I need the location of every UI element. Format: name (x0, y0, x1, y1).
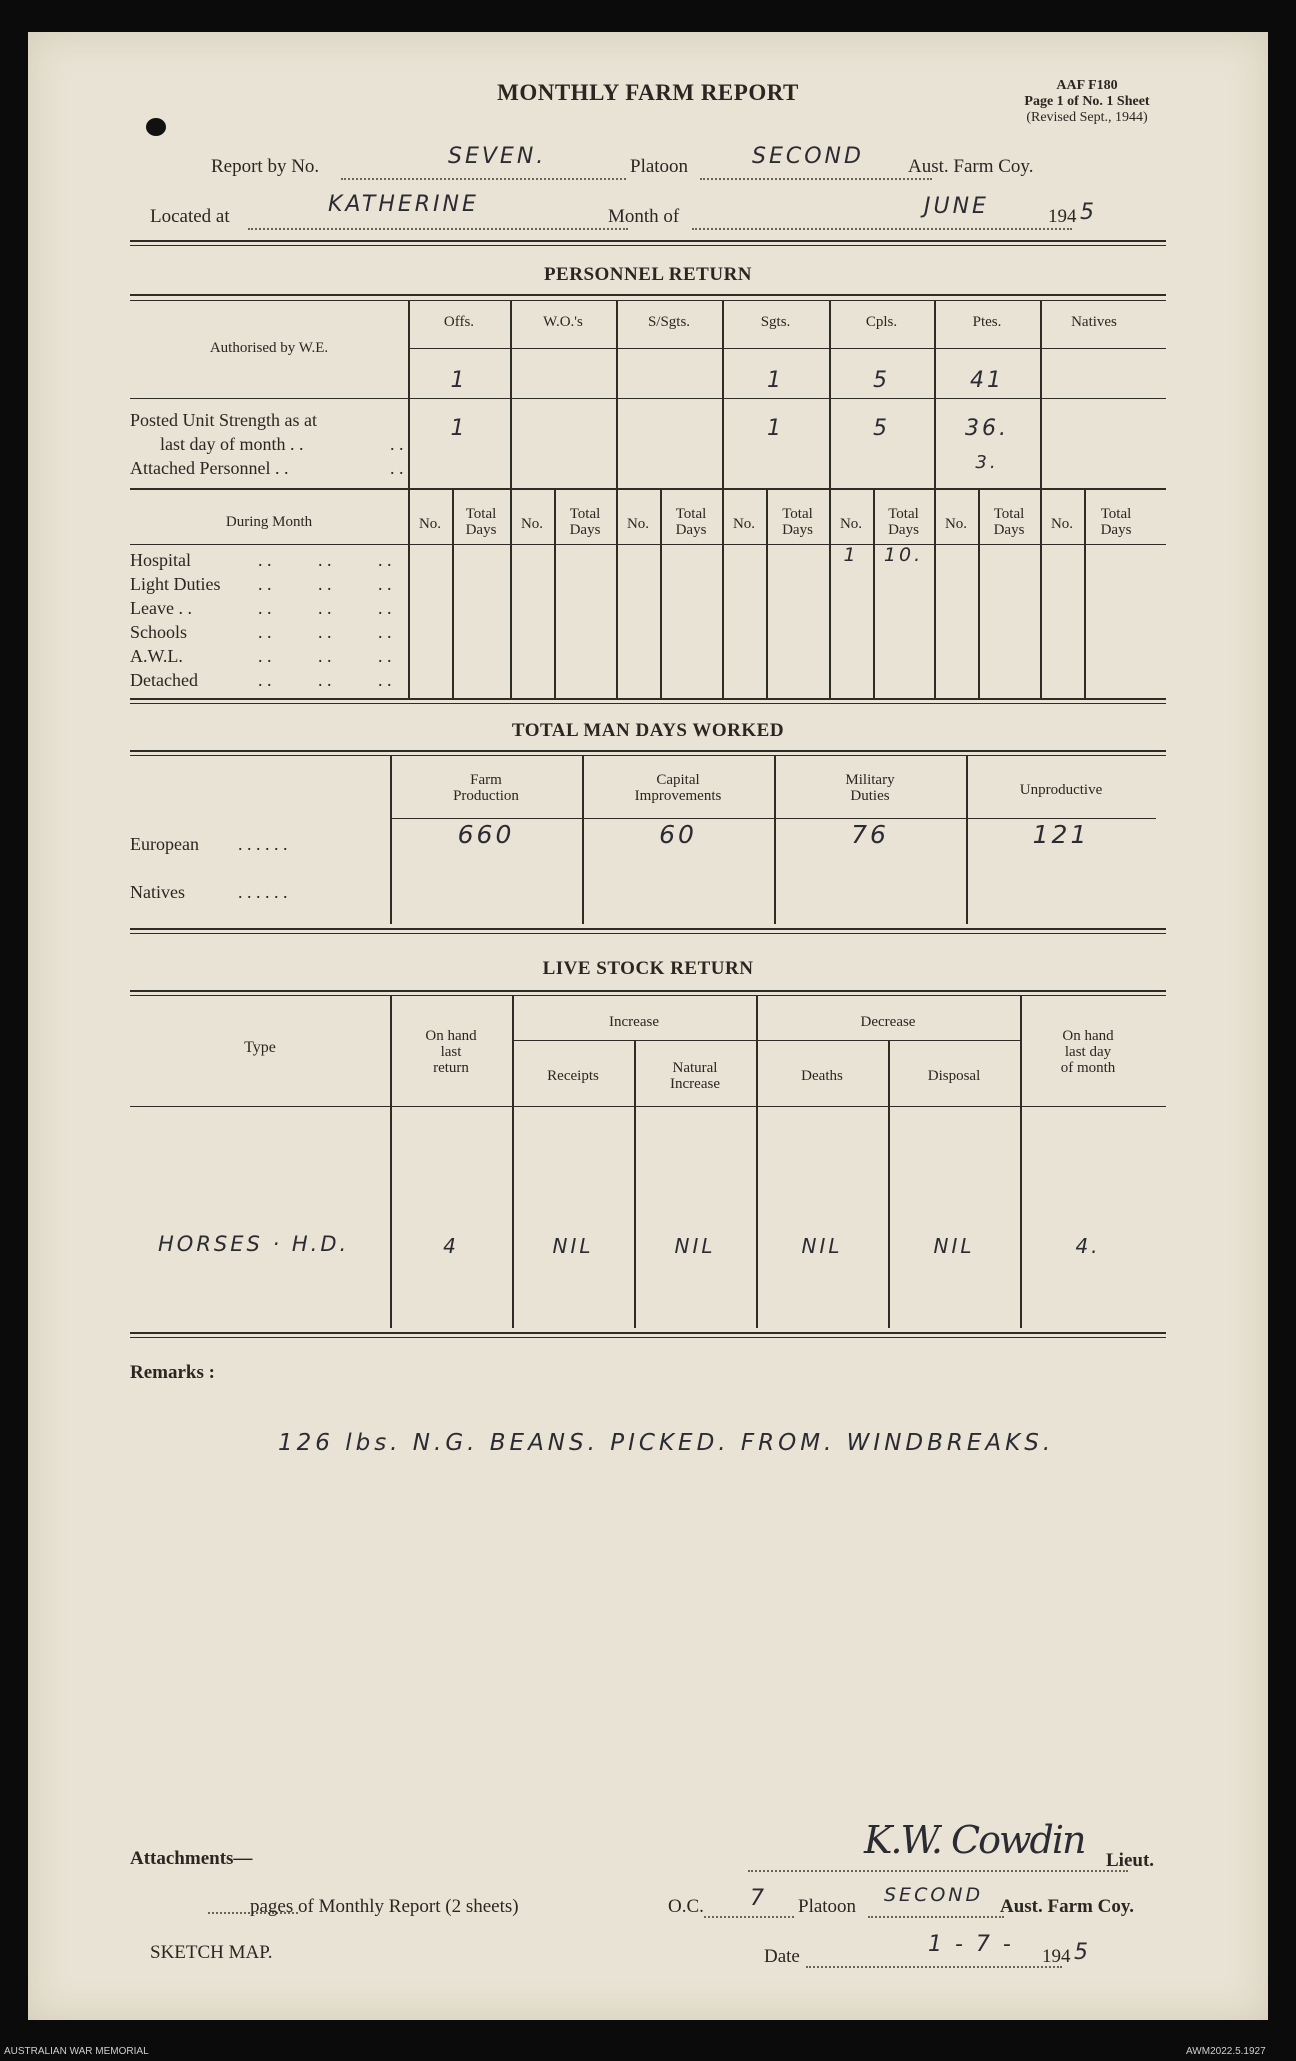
personnel-col-header: Natives (1071, 314, 1117, 330)
attached-label-dots: . . (390, 458, 404, 478)
pages-label: pages of Monthly Report (2 sheets) (250, 1896, 519, 1917)
sub-header-days: Days (1100, 522, 1132, 538)
on-hand-month-header: On hand (1062, 1028, 1114, 1044)
deaths-header: Deaths (801, 1068, 843, 1084)
attached-label: Attached Personnel . . (130, 458, 289, 478)
authorised-value: 41 (970, 368, 1004, 393)
during-month-label: During Month (225, 514, 313, 530)
personnel-col-divider (510, 300, 512, 698)
col-military-duties-1: Military (845, 772, 895, 788)
european-value: 121 (1032, 820, 1090, 849)
header-rule-2 (130, 245, 1166, 246)
man-days-header-rule (390, 818, 1156, 819)
remarks-label: Remarks : (130, 1362, 215, 1383)
sub-header-no: No. (732, 516, 756, 532)
livestock-on-hand-month: 4. (1075, 1234, 1101, 1258)
attachments-label: Attachments— (130, 1848, 253, 1869)
posted-value: 1 (450, 416, 468, 441)
date-line (806, 1966, 1062, 1968)
archive-id: AWM2022.5.1927 (1186, 2046, 1266, 2057)
personnel-col-header: S/Sgts. (647, 314, 691, 330)
disposal-header: Disposal (927, 1068, 981, 1084)
livestock-header-rule (130, 1106, 1166, 1107)
during-row-label: Light Duties (130, 574, 221, 594)
european-dots: . . . . . . (238, 834, 288, 854)
livestock-on-hand-last: 4 (443, 1234, 459, 1258)
during-row-dots: . . (258, 622, 272, 642)
located-line (248, 228, 628, 230)
footer-platoon-label: Platoon (798, 1896, 857, 1917)
during-row-label: Leave . . (130, 598, 192, 618)
natives-label: Natives (130, 882, 185, 902)
personnel-top-rule-2 (130, 300, 1166, 301)
during-row-dots: . . (378, 622, 392, 642)
livestock-bottom-rule-2 (130, 1337, 1166, 1338)
remarks-text: 126 lbs. N.G. BEANS. PICKED. FROM. WINDBREAKS. (278, 1430, 1055, 1456)
during-row-dots: . . (378, 574, 392, 594)
on-hand-last-header: return (433, 1060, 469, 1076)
sub-header-total: Total (675, 506, 707, 522)
authorised-value: 1 (767, 368, 784, 393)
report-by-line (341, 178, 626, 180)
posted-value: 5 (873, 416, 890, 441)
man-days-bottom-rule (130, 928, 1166, 930)
sub-header-days: Days (675, 522, 707, 538)
during-row-dots: . . (318, 646, 332, 666)
during-row-dots: . . (318, 598, 332, 618)
livestock-section-title: LIVE STOCK RETURN (542, 958, 754, 979)
year-prefix: 194 (1048, 206, 1077, 227)
personnel-col-divider (934, 300, 936, 698)
during-row-dots: . . (258, 598, 272, 618)
during-row-dots: . . (378, 550, 392, 570)
authorised-value: 5 (873, 368, 890, 393)
type-header: Type (244, 1039, 276, 1056)
european-value: 76 (851, 820, 889, 849)
hospital-cpls-no: 1 (843, 544, 859, 566)
livestock-top-rule-2 (130, 995, 1166, 996)
livestock-col-divider (512, 996, 514, 1328)
sub-header-no: No. (626, 516, 650, 532)
platoon-line (700, 178, 932, 180)
livestock-top-rule (130, 990, 1166, 992)
personnel-col-divider (616, 300, 618, 698)
personnel-col-header: Offs. (443, 314, 475, 330)
sub-header-no: No. (944, 516, 968, 532)
during-row-dots: . . (258, 550, 272, 570)
decrease-header: Decrease (860, 1014, 916, 1030)
during-row-label: Detached (130, 670, 198, 690)
receipts-header: Receipts (547, 1068, 599, 1084)
sketch-map-label: SKETCH MAP. (150, 1942, 273, 1963)
col-farm-production-2: Production (453, 788, 519, 804)
livestock-natural: NIL (674, 1234, 716, 1258)
sub-header-total: Total (1100, 506, 1132, 522)
sub-header-days: Days (465, 522, 497, 538)
col-capital-improvements-1: Capital (656, 772, 700, 788)
natives-dots: . . . . . . (238, 882, 288, 902)
col-military-duties-2: Duties (850, 788, 890, 804)
sub-header-total: Total (569, 506, 601, 522)
european-label: European (130, 834, 199, 854)
natural-increase-header-2: Increase (670, 1076, 720, 1092)
during-row-dots: . . (378, 646, 392, 666)
authorised-value: 1 (450, 368, 468, 393)
during-row-dots: . . (318, 574, 332, 594)
sub-header-days: Days (782, 522, 813, 538)
attached-value: 3. (975, 452, 999, 473)
posted-label-dots: . . (390, 434, 404, 454)
man-days-top-rule (130, 750, 1166, 752)
sub-header-no: No. (418, 516, 442, 532)
during-row-dots: . . (378, 598, 392, 618)
during-row-dots: . . (318, 622, 332, 642)
form-sheet (28, 32, 1268, 2020)
date-year-prefix: 194 (1042, 1946, 1071, 1967)
on-hand-last-header: last (440, 1044, 462, 1060)
personnel-col-header: Sgts. (760, 314, 791, 330)
authorised-rule (130, 398, 1166, 399)
platoon-value: SECOND (752, 144, 864, 169)
oc-line (704, 1916, 794, 1918)
personnel-section-title: PERSONNEL RETURN (543, 264, 753, 285)
oc-label: O.C. (668, 1896, 704, 1917)
report-by-value: SEVEN. (448, 144, 547, 169)
oc-value: 7 (750, 1886, 767, 1911)
sub-header-no: No. (520, 516, 544, 532)
posted-value: 1 (767, 416, 784, 441)
form-code-block (962, 78, 1212, 126)
punch-hole (146, 118, 166, 136)
during-row-dots: . . (258, 646, 272, 666)
sub-header-days: Days (993, 522, 1025, 538)
personnel-bottom-rule-2 (130, 703, 1166, 704)
during-row-dots: . . (318, 670, 332, 690)
personnel-col-divider (829, 300, 831, 698)
personnel-col-divider (408, 300, 410, 698)
on-hand-month-header: of month (1060, 1060, 1116, 1076)
on-hand-month-header: last day (1064, 1044, 1112, 1060)
col-unproductive: Unproductive (1019, 782, 1103, 798)
livestock-type: HORSES · H.D. (158, 1232, 350, 1256)
personnel-bottom-rule (130, 698, 1166, 700)
authorised-label: Authorised by W.E. (209, 340, 329, 356)
footer-platoon-line (868, 1916, 1004, 1918)
col-farm-production-1: Farm (470, 772, 502, 788)
form-revision: (Revised Sept., 1944) (1026, 110, 1148, 125)
platoon-label: Platoon (630, 156, 689, 177)
signature-line (748, 1870, 1128, 1872)
european-value: 60 (659, 820, 697, 849)
month-label: Month of (608, 206, 680, 227)
personnel-col-divider (1040, 300, 1042, 698)
posted-label-1: Posted Unit Strength as at (130, 410, 317, 430)
sub-header-days: Days (569, 522, 601, 538)
livestock-group-rule (512, 1040, 1020, 1041)
personnel-col-divider (722, 300, 724, 698)
posted-value: 36. (965, 416, 1009, 441)
sub-header-total: Total (993, 506, 1025, 522)
livestock-bottom-rule (130, 1332, 1166, 1334)
livestock-deaths: NIL (801, 1234, 843, 1258)
sub-header-no: No. (839, 516, 863, 532)
man-days-section-title: TOTAL MAN DAYS WORKED (511, 720, 785, 741)
lieut-label: Lieut. (1106, 1850, 1155, 1871)
date-value: 1 - 7 - (928, 1932, 1014, 1957)
during-row-label: A.W.L. (130, 646, 183, 666)
located-label: Located at (150, 206, 230, 227)
date-label: Date (764, 1946, 800, 1967)
date-year-digit: 5 (1074, 1940, 1088, 1965)
signature: K.W. Cowdin (864, 1818, 1085, 1862)
form-title: MONTHLY FARM REPORT (497, 80, 799, 105)
sub-header-total: Total (465, 506, 497, 522)
personnel-col-header: Ptes. (972, 314, 1002, 330)
sub-header-days: Days (888, 522, 919, 538)
footer-platoon-value: SECOND (884, 1884, 984, 1906)
european-value: 660 (457, 820, 515, 849)
during-row-dots: . . (258, 670, 272, 690)
hospital-cpls-days: 10. (883, 544, 924, 566)
during-row-label: Hospital (130, 550, 191, 570)
coy-label: Aust. Farm Coy. (908, 156, 1034, 177)
livestock-col-divider (756, 996, 758, 1328)
personnel-col-header: Cpls. (865, 314, 898, 330)
posted-label-2: last day of month . . (160, 434, 304, 454)
personnel-col-header: W.O.'s (543, 314, 583, 330)
during-row-dots: . . (378, 670, 392, 690)
on-hand-last-header: On hand (425, 1028, 477, 1044)
personnel-top-rule (130, 294, 1166, 296)
natural-increase-header-1: Natural (672, 1060, 718, 1076)
man-days-top-rule-2 (130, 755, 1166, 756)
report-by-label: Report by No. (211, 156, 320, 177)
col-capital-improvements-2: Improvements (634, 788, 722, 804)
livestock-receipts: NIL (552, 1234, 594, 1258)
during-row-dots: . . (318, 550, 332, 570)
increase-header: Increase (609, 1014, 659, 1030)
form-sheet-number: Page 1 of No. 1 Sheet (1024, 94, 1150, 109)
month-value: JUNE (924, 194, 989, 219)
footer-coy-label: Aust. Farm Coy. (1000, 1896, 1135, 1917)
year-digit: 5 (1080, 200, 1094, 225)
during-row-dots: . . (258, 574, 272, 594)
header-rule (130, 240, 1166, 242)
located-value: KATHERINE (328, 192, 479, 217)
during-row-label: Schools (130, 622, 188, 642)
month-line (692, 228, 1072, 230)
attached-rule (130, 488, 1166, 490)
sub-header-no: No. (1050, 516, 1074, 532)
archive-credit: AUSTRALIAN WAR MEMORIAL (4, 2046, 149, 2057)
sub-header-total: Total (888, 506, 919, 522)
during-header-rule (130, 544, 1166, 545)
form-code: AAF F180 (1056, 78, 1118, 93)
sub-header-total: Total (782, 506, 813, 522)
livestock-disposal: NIL (933, 1234, 975, 1258)
man-days-bottom-rule-2 (130, 933, 1166, 934)
personnel-header-rule (408, 348, 1166, 349)
